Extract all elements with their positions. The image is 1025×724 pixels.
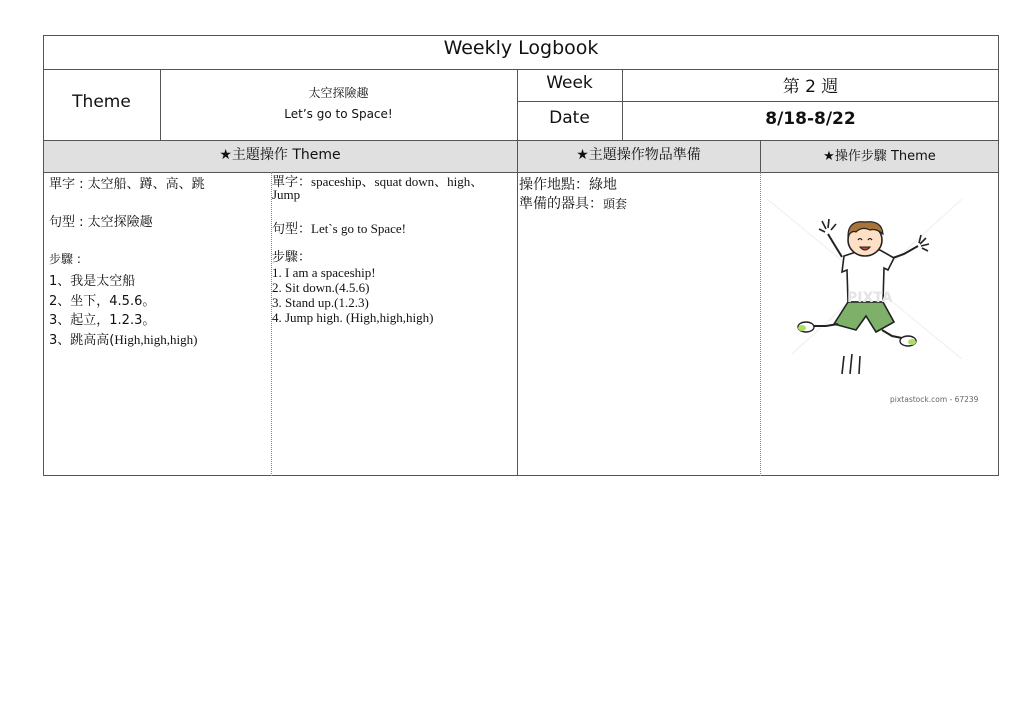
header-steps: ★操作步驟 Theme [823, 149, 936, 164]
col3-location [519, 174, 617, 194]
week-date-divider [517, 101, 999, 102]
col3-location-label: 操作地點： [519, 177, 589, 193]
col2-vocab-label: 單字： [272, 175, 312, 190]
center-divider [517, 69, 518, 476]
col2-sentence-text: Let`s go to Space! [311, 221, 406, 236]
col2-sentence [272, 218, 406, 237]
col3-equipment-label: 準備的器具： [519, 196, 603, 212]
theme-label-divider [160, 69, 161, 140]
col2-vocab [272, 171, 483, 190]
col2-step-3: 3. Stand up.(1.2.3) [272, 295, 369, 310]
col1-step-4-zh: 3、跳高高( [49, 333, 115, 348]
col2-steps-label: 步驟： [272, 250, 312, 265]
header-activity: ★主題操作 Theme [219, 147, 341, 163]
col2-vocab-cont: Jump [272, 187, 301, 202]
header-materials: ★主題操作物品準備 [576, 147, 701, 163]
col2-step-4: 4. Jump high. (High,high,high) [272, 310, 434, 325]
col1-step-4 [49, 329, 197, 348]
col2-sentence-label: 句型： [272, 222, 312, 237]
date-label: Date [549, 108, 590, 128]
body-divider-3 [760, 172, 761, 476]
col1-steps-label: 步驟 : [49, 252, 81, 266]
col3-location-value: 綠地 [589, 177, 617, 193]
col1-step-2: 2、坐下，4.5.6。 [49, 294, 156, 309]
col2-vocab-text: spaceship、squat down、high、 [311, 174, 484, 189]
week-label: Week [546, 73, 593, 93]
header-top-divider [43, 140, 999, 141]
theme-title-en: Let’s go to Space! [284, 107, 393, 121]
col1-step-4-en: High,high,high) [114, 332, 198, 347]
col2-step-1: 1. I am a spaceship! [272, 265, 376, 280]
image-caption: pixtastock.com - 67239 [890, 395, 979, 404]
col1-sentence: 句型 : 太空探險趣 [49, 215, 153, 230]
col1-step-1: 1、我是太空船 [49, 274, 136, 289]
image-watermark: PIXTA [847, 290, 893, 306]
col2-step-2: 2. Sit down.(4.5.6) [272, 280, 370, 295]
col3-equipment [519, 193, 627, 213]
jumping-boy-illustration [762, 174, 997, 474]
col1-step-3: 3、起立，1.2.3。 [49, 313, 156, 328]
col1-vocab: 單字 : 太空船、蹲、高、跳 [49, 177, 205, 192]
date-value: 8/18-8/22 [765, 109, 856, 129]
jumping-boy-icon [762, 174, 997, 474]
col3-equipment-value: 頭套 [603, 197, 628, 211]
page-title: Weekly Logbook [443, 37, 599, 59]
theme-label: Theme [72, 92, 131, 112]
title-divider [43, 69, 999, 70]
week-value: 第 2 週 [782, 77, 839, 97]
theme-title-zh: 太空探險趣 [308, 86, 369, 100]
